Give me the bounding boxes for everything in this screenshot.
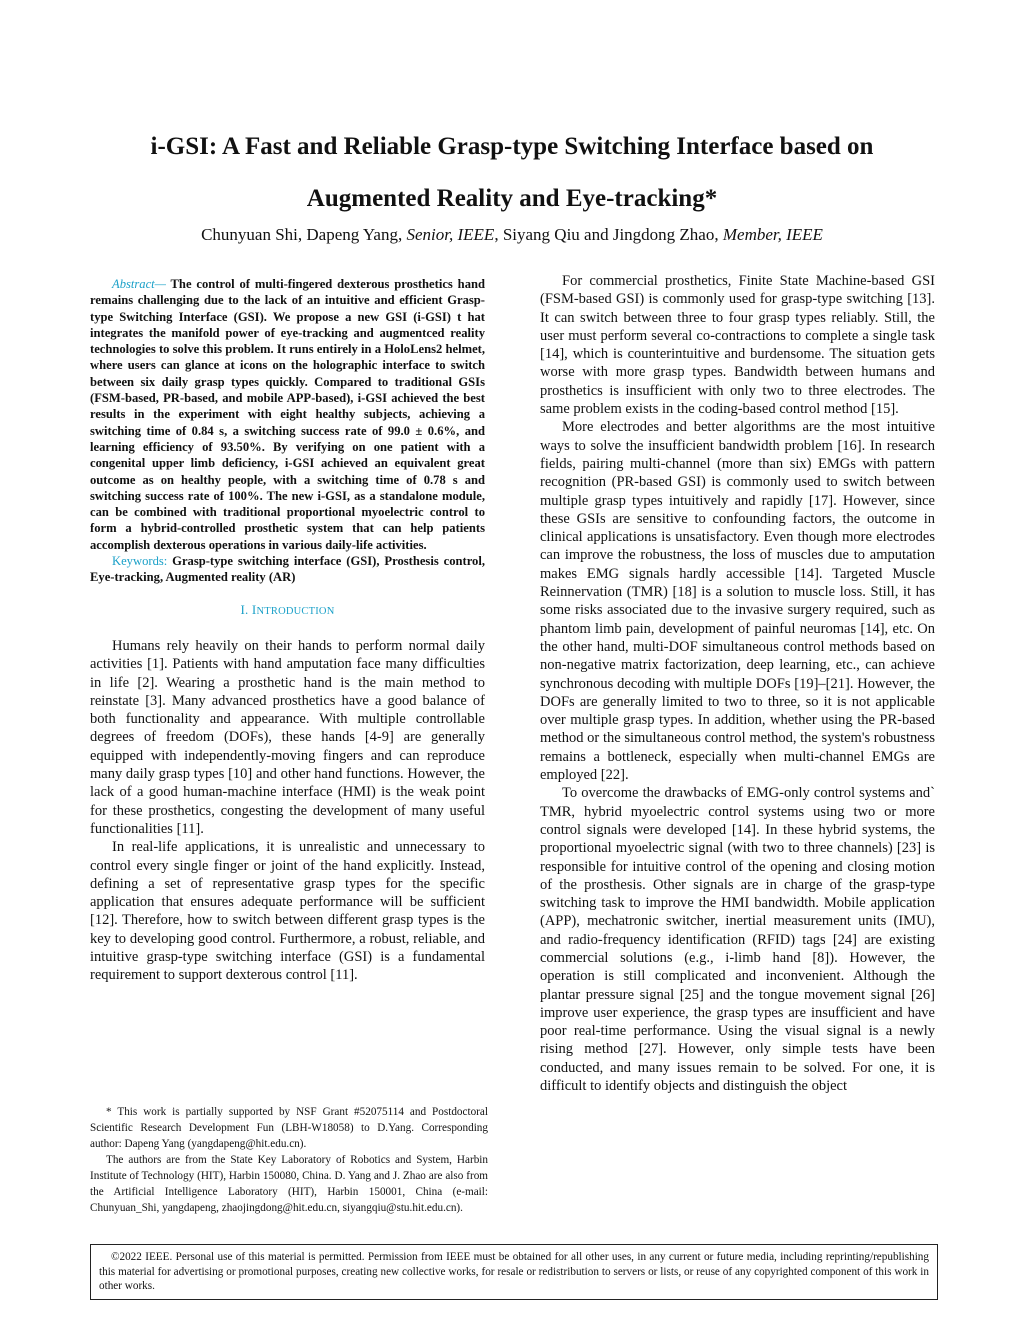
paper-title-line-1: i-GSI: A Fast and Reliable Grasp-type Switching Interface based on [150,133,874,160]
section-number: I. I [240,601,257,617]
paragraph: For commercial prosthetics, Finite State Machine-based GSI (FSM-based GSI) is commonly used for grasp-type switching [13]. It can switch between three to four grasp types reliably. Still, the user must perform several co-contractions to complete a single task [14], which is counterintuitive and burdensome. The situation gets worse with more grasp types. Bandwidth between humans and prosthetics is insufficient with only two to three electrodes. The same problem exists in the coding-based control method [15]. [540,273,935,418]
paragraph: Humans rely heavily on their hands to perform normal daily activities [1]. Patients with hand amputation face many difficulties in life [2]. Wearing a prosthetic hand is the main method to reinstate [3]. Many advanced prosthetics have a good balance of both functionality and appearance. With multiple controllable degrees of freedom (DOFs), these hands [4-9] are generally equipped with independently-moving fingers and can reproduce many daily grasp types [10] and other hand functions. However, the lack of a good human-machine interface (HMI) is the weak point for these prosthetics, congesting the development of many useful functionalities [11]. [90,637,485,837]
footnote-funding: * This work is partially supported by NSF Grant #52075114 and Postdoctoral Scientific Research Development Fun (LBH-W18058) to D.Yang. Corresponding author: Dapeng Yang (yangdapeng@hit.edu.cn). [90,1106,488,1150]
section-heading-introduction [90,601,485,621]
copyright-text: ©2022 IEEE. Personal use of this material is permitted. Permission from IEEE must be obtained for all other uses, in any current or future media, including reprinting/republishing this material for advertising or promotional purposes, creating new collective works, for resale or redistribution to servers or lists, or reuse of any copyrighted component of this work in other works. [99,1251,929,1292]
copyright-notice-box [90,1244,938,1300]
paragraph: More electrodes and better algorithms are the most intuitive ways to solve the insufficient bandwidth problem [16]. In research fields, pairing multi-channel (more than six) EMGs with pattern recognition (PR-based GSI) is commonly used to switch between multiple grasp types intuitively and rapidly [17]. However, since these GSIs are sensitive to confounding factors, the outcome in clinical applications is unsatisfactory. Even though more electrodes can improve the robustness, the loss of muscles due to amputation makes EMG signals hardly accessible [14]. Targeted Muscle Reinnervation (TMR) [18] is a solution to muscle loss. Still, it has some risks associated due to the invasive surgery required, such as phantom limb pain, development of painful neuromas [14], etc. On the other hand, multi-DOF simultaneous control methods based on non-negative matrix factorization, deep learning, etc., can achieve synchronous decoding with multiple DOFs [19]–[21]. However, the DOFs are generally limited to two to three, so it is not applicable over multiple grasp types. In addition, whether using the PR-based method or the simultaneous control method, the system's robustness remains a bottleneck, especially when multi-channel EMGs are employed [22]. [540,419,935,784]
keywords [90,553,485,586]
paper-title-line-2: Augmented Reality and Eye-tracking* [306,185,718,212]
paragraph: In real-life applications, it is unrealistic and unnecessary to control every single finger or joint of the hand explicitly. Instead, defining a set of representative grasp types for the specific application that ensures adequate performance will be sufficient [12]. Therefore, how to switch between different grasp types is the key to developing good control. Furthermore, a robust, reliable, and intuitive grasp-type switching interface (GSI) is a fundamental requirement to support dexterous control [11]. [90,839,485,984]
abstract-dash: — [154,277,166,291]
footnotes [90,1104,488,1216]
paragraph: To overcome the drawbacks of EMG-only control systems and` TMR, hybrid myoelectric control systems using two or more control signals were developed [14]. In these hybrid systems, the proportional myoelectric signal (with two to three channels) [23] is responsible for intuitive control of the opening and closing motion of the prosthesis. Other signals are in charge of the grasp-type switching task to improve the HMI bandwidth. Mobile application (APP), mechatronic switcher, inertial measurement units (IMU), and radio-frequency identification (RFID) tags [24] are existing commercial solutions (e.g., i-limb hand [8]). However, the operation is still complicated and inconvenient. Although the plantar pressure signal [25] and the tongue movement signal [26] improve user experience, the grasp types are insufficient and have poor real-time performance. Using the visual signal is a newly rising method [27]. However, only simple tests have been conducted, and many issues remain to be solved. For one, it is difficult to identify objects and distinguish the object [540,785,935,1095]
author-grade-senior: Senior, IEEE [406,225,495,244]
author-grade-member: Member, IEEE [722,225,823,244]
footnote-affiliations: The authors are from the State Key Laboratory of Robotics and System, Harbin Institute of Technology (HIT), Harbin 150080, China. D. Yang and J. Zhao are also from the Artificial Intelligence Laboratory (HIT), Harbin 150001, China (e-mail: Chunyuan_Shi, yangdapeng, zhaojingdong@hit.edu.cn, siyangqiu@stu.hit.edu.cn). [90,1154,488,1214]
abstract [90,276,485,553]
abstract-text: The control of multi-fingered dexterous prosthetics hand remains challenging due to the lack of an intuitive and efficient Grasp-type Switching Interface (GSI). We propose a new GSI (i-GSI) t hat integrates the manifold power of eye-tracking and augmentced reality technologies to solve this problem. It runs entirely in a HoloLens2 helmet, where users can glance at icons on the holographic interface to switch between six daily grasp types quickly. Compared to traditional GSIs (FSM-based, PR-based, and mobile APP-based), i-GSI achieved the best results in the experiment with eight healthy subjects, achieving a switching time of 0.84 s, a switching success rate of 99.0 ± 0.6%, and learning efficiency of 93.50%. By verifying on one patient with a congenital upper limb deficiency, i-GSI achieved an equivalent great outcome as on healthy people, with a switching time of 0.78 s and switching success rate of 100%. The new i-GSI, as a standalone module, can be combined with traditional proportional myoelectric control to form a hybrid-controlled prosthetic system that can help patients accomplish dexterous operations in various daily-life activities. [90,277,485,552]
left-column [90,276,485,985]
abstract-label: Abstract [112,277,155,291]
keywords-text: Grasp-type switching interface (GSI), Prosthesis control, Eye-tracking, Augmented reality (AR) [90,554,485,585]
keywords-label: Keywords: [112,554,168,569]
section-title-rest: NTRODUCTION [256,605,335,617]
authors-part-2: , Siyang Qiu and Jingdong Zhao, [494,225,723,244]
right-column [540,272,935,1095]
authors-part-1: Chunyuan Shi, Dapeng Yang, [201,225,407,244]
author-list [60,224,964,246]
